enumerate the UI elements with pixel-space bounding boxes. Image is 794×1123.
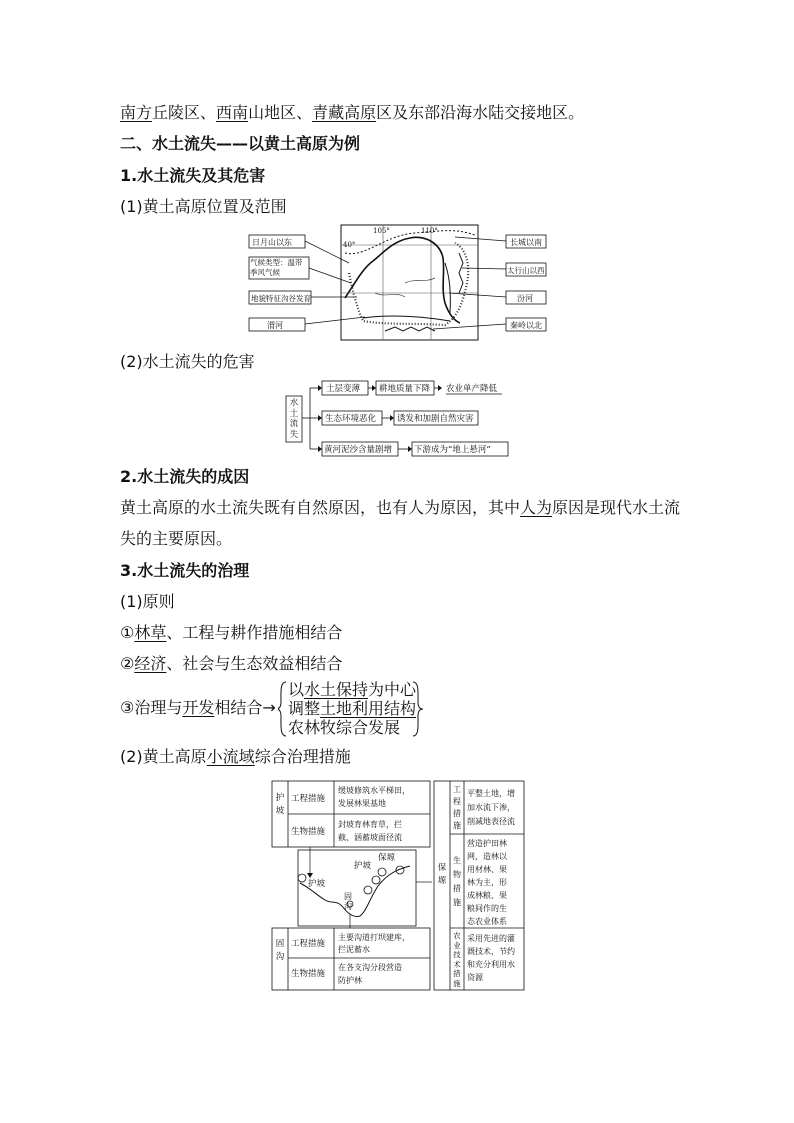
lon-110-label: 110°: [421, 227, 438, 235]
map-label-qinling: 秦岭以北: [510, 321, 542, 330]
by-bio-2: 网，造林以: [467, 852, 507, 861]
pic-hupo-left: 护坡: [308, 879, 326, 889]
hupo-bio-2: 截、涵蓄坡面径流: [338, 833, 402, 842]
by-agri-4: 资源: [467, 973, 483, 982]
harm-r3-b: 下游成为“地上悬河”: [414, 445, 491, 455]
by-agri-3: 和充分利用水: [467, 960, 515, 969]
blank-renwei: 人为: [520, 498, 553, 517]
by-bio-1: 营造护田林: [467, 839, 507, 848]
baoyuan-label: 保塬: [437, 863, 447, 886]
harm-r1-c: 农业单产降低: [446, 384, 498, 394]
by-agri-2: 溉技术，节约: [467, 947, 515, 956]
heading-3: 3.水土流失的治理: [120, 561, 250, 580]
blank-qingzang: 青藏高原: [312, 103, 377, 122]
harm-r1-a: 土层变薄: [326, 384, 361, 394]
blank-lincao: 林草: [134, 623, 167, 642]
gugou-bio-2: 防护林: [338, 976, 362, 985]
brace-item-3: 农林牧综合发展: [288, 718, 401, 737]
hupo-eng-2: 发展林果基地: [338, 799, 386, 808]
pic-hupo-right: 护坡: [354, 861, 372, 871]
sub-heading-location: (1)黄土高原位置及范围: [120, 197, 287, 216]
by-bio-4: 林为主，形: [467, 878, 507, 887]
map-label-changcheng: 长城以南: [510, 238, 542, 247]
measures-diagram: [270, 778, 530, 992]
blank-kaifa: 开发: [182, 698, 215, 717]
by-bio-6: 粮间作的生: [467, 904, 507, 913]
by-agri-label: 农业技术措施: [453, 931, 461, 988]
by-bio-7: 态农业体系: [467, 917, 507, 926]
by-eng-3: 削减地表径流: [467, 817, 515, 826]
by-agri-1: 采用先进的灌: [467, 934, 515, 943]
hupo-eng-label: 工程措施: [291, 794, 326, 804]
hupo-label: 护坡: [275, 793, 285, 816]
map-label-riyue: 日月山以东: [252, 238, 292, 247]
map-label-weihe: 渭河: [267, 321, 283, 330]
harm-r1-b: 耕地质量下降: [379, 384, 431, 394]
gugou-eng-1: 主要沟道打坝建库，: [338, 933, 410, 942]
by-eng-1: 平整土地，增: [467, 789, 515, 798]
map-label-taihang: 太行山以西: [507, 266, 545, 275]
principle-3: ③治理与开发相结合→: [120, 698, 276, 717]
harm-flow-diagram: [284, 378, 514, 458]
by-eng-2: 加水流下渗，: [467, 803, 515, 812]
blank-southwest: 西南: [216, 103, 249, 122]
hupo-bio-label: 生物措施: [291, 827, 326, 837]
sub-heading-principle: (1)原则: [120, 592, 175, 611]
heading-1: 1.水土流失及其危害: [120, 166, 266, 185]
text-line-regions: 南方丘陵区、西南山地区、青藏高原区及东部沿海水陆交接地区。: [120, 103, 585, 122]
hupo-bio-1: 封坡育林育草，拦: [338, 820, 402, 829]
gugou-bio-label: 生物措施: [291, 969, 326, 979]
principle-1: ①林草、工程与耕作措施相结合: [120, 623, 343, 642]
map-label-climate: 气候类型：温带季风气候: [250, 258, 303, 277]
heading-2: 2.水土流失的成因: [120, 467, 250, 486]
gugou-bio-1: 在各支沟分段营造: [338, 963, 402, 972]
brace-item-2: 调整土地利用结构: [288, 699, 417, 718]
lat-40-label: 40°: [343, 241, 356, 249]
pic-baoyuan: 保塬: [378, 853, 396, 863]
loess-plateau-map: [245, 223, 550, 343]
blank-tudi: 土地利用结构: [320, 699, 417, 718]
blank-jingji: 经济: [134, 654, 167, 673]
pic-gugou: 固沟: [344, 892, 352, 911]
sub-heading-measures: (2)黄土高原小流域综合治理措施: [120, 747, 351, 766]
brace-item-1: 以水土保持为中心: [288, 680, 417, 699]
paragraph-causes-1: 黄土高原的水土流失既有自然原因，也有人为原因，其中人为原因是现代水土流: [120, 498, 681, 517]
paragraph-causes-2: 失的主要原因。: [120, 529, 233, 548]
blank-shuitu: 水土保持: [304, 680, 369, 699]
harm-r2-b: 诱发和加剧自然灾害: [397, 414, 474, 424]
by-bio-label: 生物措施: [453, 856, 461, 907]
lon-105-label: 105°: [373, 227, 390, 235]
gugou-eng-2: 拦泥蓄水: [338, 945, 370, 954]
blank-south: 南方: [120, 103, 153, 122]
map-label-landform: 地貌特征沟谷发育: [251, 294, 311, 303]
harm-r2-a: 生态环境恶化: [325, 414, 377, 424]
by-bio-3: 用材林、果: [467, 865, 507, 874]
harm-root: 水土流失: [289, 398, 299, 440]
harm-r3-a: 黄河泥沙含量剧增: [324, 445, 393, 455]
principle-2: ②经济、社会与生态效益相结合: [120, 654, 343, 673]
by-eng-label: 工程措施: [453, 785, 461, 830]
blank-xiaoliuyu: 小流域: [206, 747, 255, 766]
by-bio-5: 成林粮、果: [467, 891, 507, 900]
gugou-label: 固沟: [275, 939, 285, 962]
hupo-eng-1: 缓坡修筑水平梯田，: [338, 786, 410, 795]
gugou-eng-label: 工程措施: [291, 939, 326, 949]
section-heading-2: 二、水土流失——以黄土高原为例: [120, 134, 361, 153]
map-label-fenhe: 汾河: [517, 294, 533, 303]
sub-heading-harm: (2)水土流失的危害: [120, 352, 255, 371]
